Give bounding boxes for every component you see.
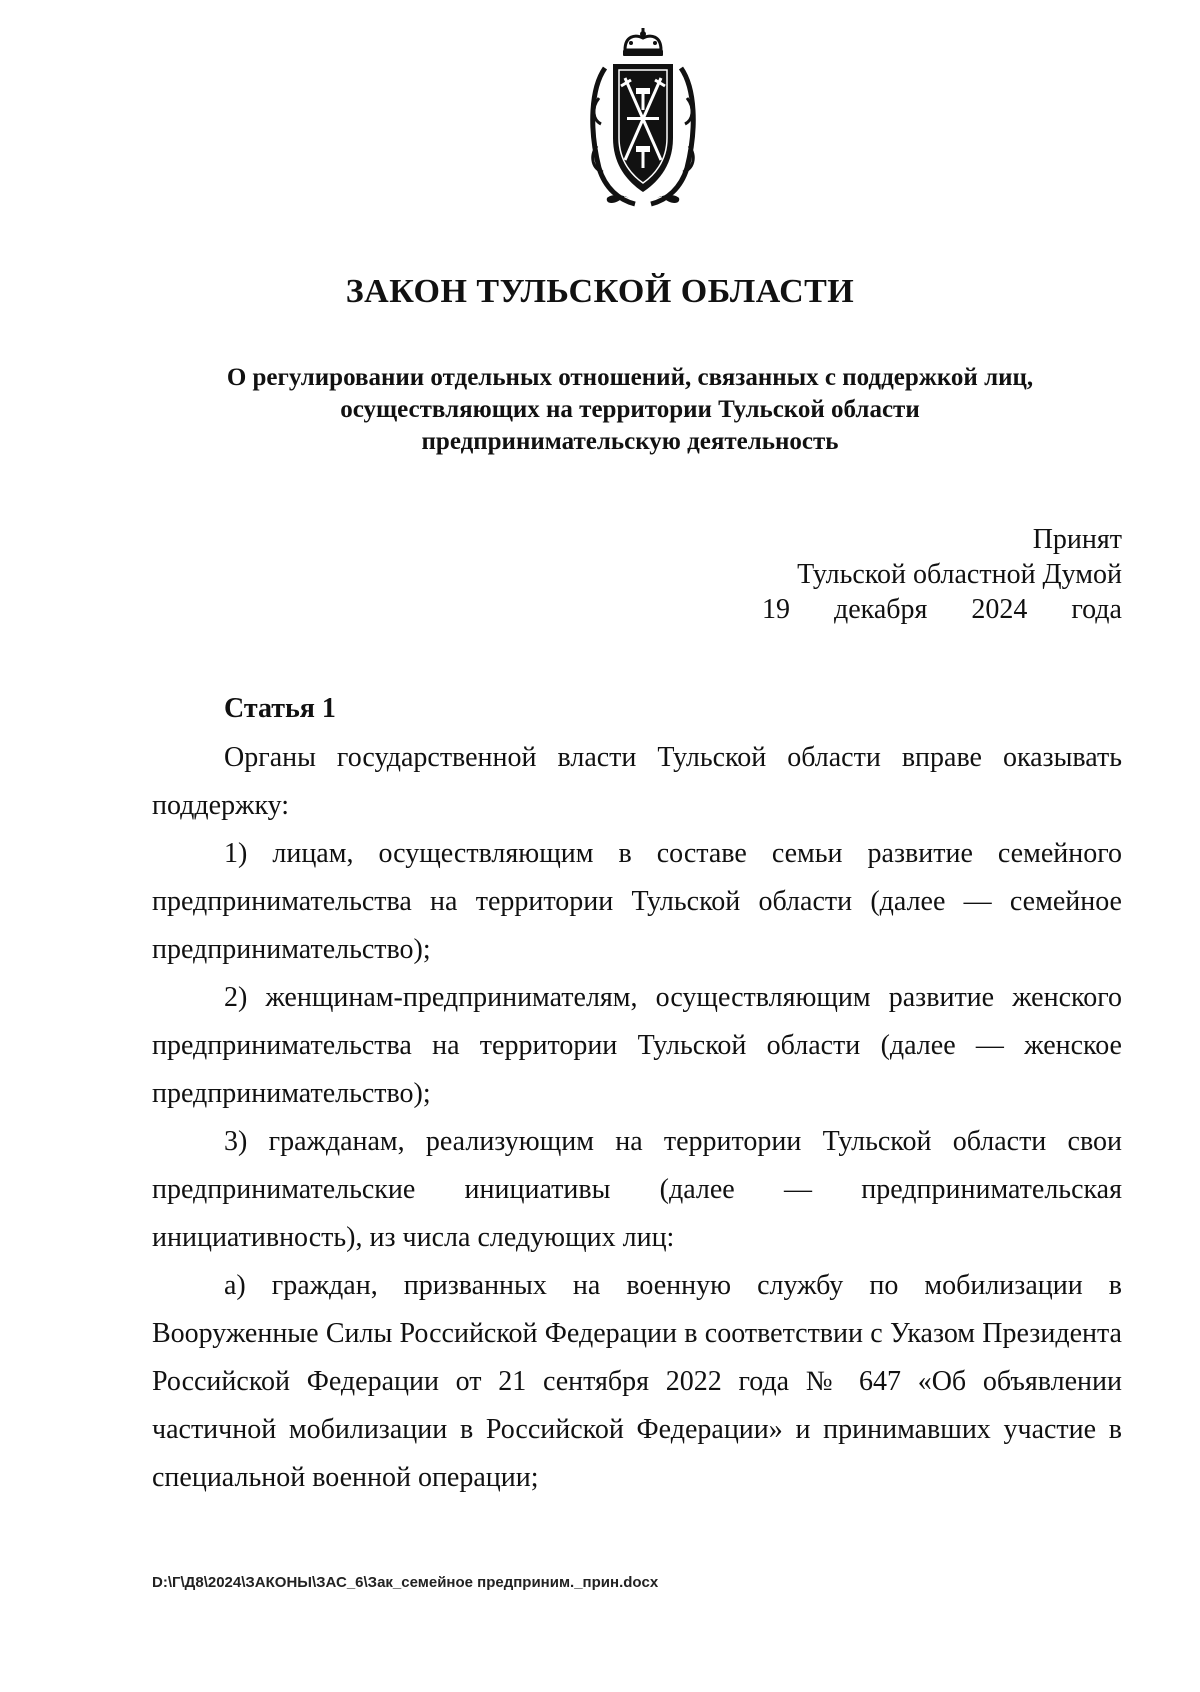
article-paragraph-2: 2) женщинам-предпринимателям, осуществляющим развитие женского предпринимательства на территории Тульской области (далее — женское предпринимательство);	[152, 982, 1122, 1109]
subject-line-2: осуществляющих на территории Тульской области	[340, 396, 920, 423]
article-paragraph-3a: а) граждан, призванных на военную службу по мобилизации в Вооруженные Силы Российской Федерации в соответствии с Указом Президента Российской Федерации от 21 сентября 2022 года № 647 «Об объявлении частичной мобилизации в Российской Федерации» и принимавших участие в специальной военной операции;	[152, 1270, 1122, 1493]
article-paragraph-3: 3) гражданам, реализующим на территории Тульской области свои предпринимательские инициативы (далее — предпринимательская инициативность), из числа следующих лиц:	[152, 1126, 1122, 1253]
article-paragraph-1: 1) лицам, осуществляющим в составе семьи развитие семейного предпринимательства на территории Тульской области (далее — семейное предпринимательство);	[152, 838, 1122, 965]
adopted-year-word: года	[1071, 594, 1122, 625]
subject-line-1: О регулировании отдельных отношений, связанных с поддержкой лиц,	[226, 364, 1034, 391]
adopted-day: 19	[762, 594, 790, 625]
article-heading: Статья 1	[224, 693, 336, 724]
adopted-month: декабря	[833, 594, 928, 625]
article-body	[152, 690, 1122, 1502]
subject-line-3: предпринимательскую деятельность	[421, 428, 839, 455]
file-path-footer: D:\Г\Д8\2024\ЗАКОНЫ\ЗАС_6\Зак_семейное предприним._прин.docx	[152, 1574, 659, 1591]
adopted-word: Принят	[1032, 524, 1122, 555]
law-subject	[130, 362, 1130, 458]
adopted-date	[762, 592, 1122, 627]
coat-of-arms-icon	[585, 28, 701, 208]
adoption-block	[762, 522, 1122, 627]
adopted-year: 2024	[971, 594, 1028, 625]
adopted-body: Тульской областной Думой	[797, 559, 1122, 590]
article-paragraph-intro: Органы государственной власти Тульской области вправе оказывать поддержку:	[152, 742, 1122, 821]
law-title: ЗАКОН ТУЛЬСКОЙ ОБЛАСТИ	[345, 273, 855, 310]
